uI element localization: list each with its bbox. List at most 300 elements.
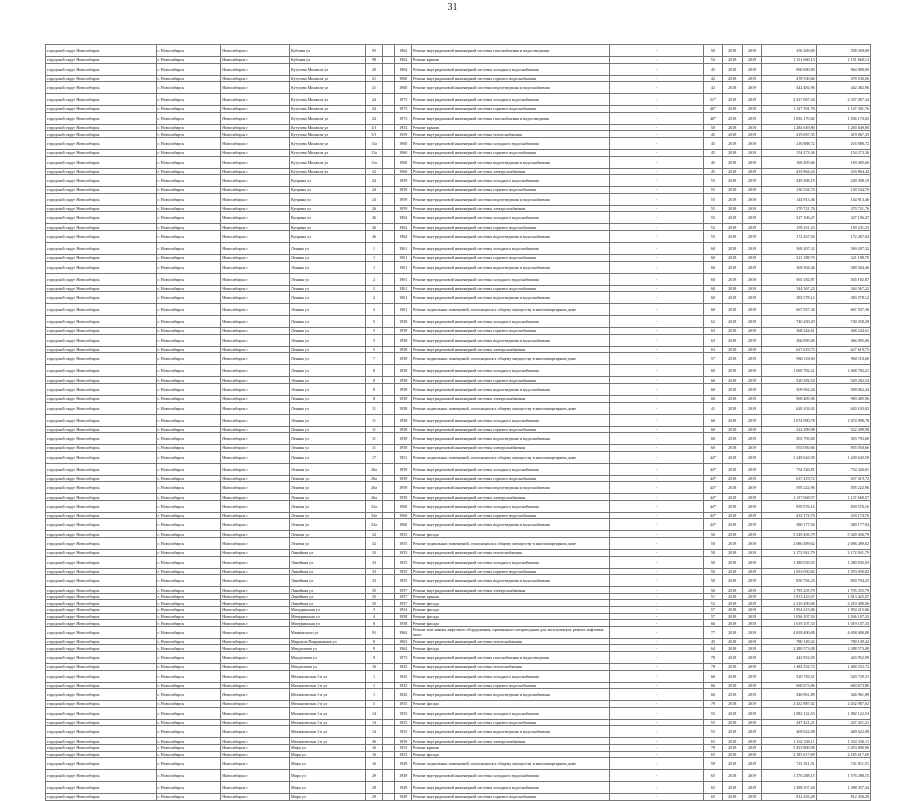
table-row: [46, 414, 871, 426]
cell-city: г. Новосибирск: [156, 63, 221, 75]
cell-note: -: [610, 556, 704, 568]
cell-city-short: Новосибирск г: [221, 550, 290, 557]
cell-street: Кутузова Михаила ул: [290, 156, 366, 168]
cell-term: 55: [704, 726, 723, 738]
cell-year: 1961: [395, 304, 412, 316]
cell-term: 60: [704, 433, 723, 445]
cell-end-year: 2019: [742, 254, 762, 261]
cell-city: г. Новосибирск: [156, 600, 221, 607]
cell-work-type: Ремонт внутридомовой инженерной системы холодного водоснабжения: [412, 94, 610, 106]
cell-total: 1 147 391,76: [816, 106, 870, 113]
cell-start-year: 2018: [722, 652, 742, 664]
cell-city-short: Новосибирск г: [221, 593, 290, 600]
cell-year: 1955: [395, 719, 412, 726]
cell-end-year: 2019: [742, 744, 762, 751]
cell-district: городской округ Новосибирск: [46, 482, 157, 494]
cell-work-type: Ремонт внутридомовой инженерной системы водоотведения и водоснабжения: [412, 156, 610, 168]
cell-cost: 627 619,75: [762, 346, 816, 353]
cell-work-type: Ремонт внутридомовой инженерной системы газоснабжения и водоотведения: [412, 652, 610, 664]
cell-city: г. Новосибирск: [156, 494, 221, 501]
cell-note: -: [610, 426, 704, 433]
cell-district: городской округ Новосибирск: [46, 149, 157, 156]
cell-note: -: [610, 751, 704, 758]
cell-street: Ленина ул: [290, 426, 366, 433]
cell-city: г. Новосибирск: [156, 149, 221, 156]
cell-cost: 346 961,89: [762, 689, 816, 701]
cell-house: 11: [366, 445, 383, 452]
cell-building: [382, 794, 395, 801]
cell-total: 2 210 490,06: [816, 600, 870, 607]
cell-work-type: Ремонт внутридомовой инженерной системы электроснабжения: [412, 168, 610, 175]
cell-work-type: Ремонт внутридомовой инженерной системы холодного водоснабжения: [412, 463, 610, 475]
cell-city: г. Новосибирск: [156, 224, 221, 231]
cell-city: г. Новосибирск: [156, 57, 221, 64]
cell-cost: 2 432 987,02: [762, 701, 816, 708]
cell-term: 44*: [704, 519, 723, 531]
cell-city: г. Новосибирск: [156, 626, 221, 638]
cell-district: городской округ Новосибирск: [46, 500, 157, 512]
cell-cost: 741 811,51: [762, 758, 816, 770]
cell-work-type: Ремонт внутридомовой инженерной системы газоснабжения и водоотведения: [412, 45, 610, 57]
cell-year: 1962: [395, 645, 412, 652]
cell-city: г. Новосибирск: [156, 193, 221, 205]
cell-note: -: [610, 519, 704, 531]
cell-total: 130 534,70: [816, 187, 870, 194]
cell-city-short: Новосибирск г: [221, 719, 290, 726]
cell-end-year: 2019: [742, 682, 762, 689]
cell-house: 8: [366, 377, 383, 384]
cell-district: городской округ Новосибирск: [46, 261, 157, 273]
cell-total: 1 284 649,80: [816, 124, 870, 131]
cell-city: г. Новосибирск: [156, 131, 221, 138]
cell-term: 63: [704, 328, 723, 335]
cell-note: -: [610, 512, 704, 519]
cell-cost: 667 937,36: [762, 304, 816, 316]
cell-city-short: Новосибирск г: [221, 63, 290, 75]
cell-total: 1 954 215,06: [816, 607, 870, 614]
cell-city: г. Новосибирск: [156, 463, 221, 475]
cell-city: г. Новосибирск: [156, 593, 221, 600]
cell-cost: 503 793,68: [762, 433, 816, 445]
cell-end-year: 2019: [742, 613, 762, 620]
cell-house: 1: [366, 670, 383, 682]
cell-end-year: 2019: [742, 230, 762, 242]
cell-house: 8: [366, 365, 383, 377]
cell-year: 1953: [395, 744, 412, 751]
cell-term: 65: [704, 738, 723, 745]
cell-cost: 955 050,66: [762, 445, 816, 452]
cell-street: Кутузова Михаила ул: [290, 75, 366, 82]
cell-work-type: Ремонт внутридомовой инженерной системы холодного водоснабжения: [412, 175, 610, 187]
cell-year: 1973: [395, 652, 412, 664]
cell-house: 35: [366, 587, 383, 594]
cell-term: 44*: [704, 451, 723, 463]
cell-term: 63: [704, 334, 723, 346]
cell-year: 1961: [395, 273, 412, 285]
cell-term: 62: [704, 316, 723, 328]
cell-district: городской округ Новосибирск: [46, 131, 157, 138]
cell-term: 45: [704, 149, 723, 156]
cell-term: 55: [704, 187, 723, 194]
cell-city-short: Новосибирск г: [221, 395, 290, 402]
cell-total: 1 151 660,13: [816, 57, 870, 64]
cell-street: Менделеева ул: [290, 645, 366, 652]
cell-end-year: 2019: [742, 538, 762, 550]
cell-year: 1962: [395, 626, 412, 638]
cell-year: 1961: [395, 261, 412, 273]
cell-building: [382, 328, 395, 335]
cell-house: 26: [366, 224, 383, 231]
table-row: [46, 285, 871, 292]
cell-end-year: 2019: [742, 149, 762, 156]
cell-building: [382, 726, 395, 738]
cell-work-type: Ремонт внутридомовой инженерной системы горячего водоснабжения: [412, 328, 610, 335]
cell-building: [382, 261, 395, 273]
cell-note: -: [610, 395, 704, 402]
cell-city: г. Новосибирск: [156, 719, 221, 726]
cell-district: городской округ Новосибирск: [46, 744, 157, 751]
cell-city-short: Новосибирск г: [221, 316, 290, 328]
cell-street: Кубовая ул: [290, 57, 366, 64]
cell-note: -: [610, 620, 704, 627]
cell-year: 1958: [395, 445, 412, 452]
cell-year: 1963: [395, 638, 412, 645]
cell-total: 442 482,96: [816, 82, 870, 94]
cell-house: 2: [366, 273, 383, 285]
cell-term: 41: [704, 402, 723, 414]
cell-cost: 154 273,36: [762, 149, 816, 156]
cell-work-type: Ремонт внутридомовой инженерной системы холодного водоснабжения: [412, 414, 610, 426]
cell-building: [382, 519, 395, 531]
cell-cost: 1 036 170,82: [762, 112, 816, 124]
cell-cost: 620 103,02: [762, 402, 816, 414]
cell-house: 1: [366, 242, 383, 254]
cell-city: г. Новосибирск: [156, 607, 221, 614]
cell-term: 44*: [704, 482, 723, 494]
cell-street: Линейная ул: [290, 600, 366, 607]
cell-city: г. Новосибирск: [156, 664, 221, 671]
cell-cost: 740 250,29: [762, 316, 816, 328]
cell-street: Ленина ул: [290, 402, 366, 414]
cell-cost: 169 495,66: [762, 156, 816, 168]
cell-note: -: [610, 94, 704, 106]
cell-end-year: 2019: [742, 794, 762, 801]
cell-note: -: [610, 205, 704, 212]
cell-building: [382, 451, 395, 463]
cell-term: 79: [704, 701, 723, 708]
cell-building: [382, 353, 395, 365]
cell-street: Механическая 1-я ул: [290, 682, 366, 689]
cell-term: 44*: [704, 463, 723, 475]
cell-city: г. Новосибирск: [156, 137, 221, 149]
cell-house: 26а: [366, 482, 383, 494]
cell-start-year: 2018: [722, 707, 742, 719]
cell-start-year: 2018: [722, 445, 742, 452]
cell-city-short: Новосибирск г: [221, 652, 290, 664]
cell-total: 169 495,66: [816, 156, 870, 168]
cell-note: -: [610, 63, 704, 75]
cell-start-year: 2018: [722, 149, 742, 156]
cell-city: г. Новосибирск: [156, 689, 221, 701]
cell-start-year: 2018: [722, 328, 742, 335]
table-row: [46, 94, 871, 106]
cell-cost: 1 249 643,58: [762, 451, 816, 463]
cell-note: -: [610, 682, 704, 689]
table-row: [46, 156, 871, 168]
cell-district: городской округ Новосибирск: [46, 224, 157, 231]
table-row: [46, 402, 871, 414]
cell-start-year: 2018: [722, 273, 742, 285]
cell-city: г. Новосибирск: [156, 414, 221, 426]
cell-term: 60: [704, 414, 723, 426]
cell-street: Лежена ул: [290, 500, 366, 512]
cell-city-short: Новосибирск г: [221, 57, 290, 64]
cell-house: 26: [366, 738, 383, 745]
cell-building: [382, 689, 395, 701]
cell-term: 66: [704, 682, 723, 689]
cell-building: [382, 106, 395, 113]
cell-term: 50: [704, 45, 723, 57]
cell-cost: 419 067,35: [762, 131, 816, 138]
cell-total: 2 686 489,62: [816, 538, 870, 550]
table-row: [46, 689, 871, 701]
cell-city: г. Новосибирск: [156, 519, 221, 531]
cell-city-short: Новосибирск г: [221, 613, 290, 620]
cell-city: г. Новосибирск: [156, 82, 221, 94]
cell-end-year: 2019: [742, 556, 762, 568]
cell-cost: 2 172 941,79: [762, 550, 816, 557]
cell-year: 1959: [395, 482, 412, 494]
cell-street: Кутузова Михаила ул: [290, 149, 366, 156]
table-row: [46, 494, 871, 501]
cell-work-type: Ремонт внутридомовой инженерной системы горячего водоснабжения: [412, 285, 610, 292]
cell-district: городской округ Новосибирск: [46, 205, 157, 212]
cell-cost: 2 210 490,06: [762, 600, 816, 607]
cell-term: 55: [704, 193, 723, 205]
cell-building: [382, 254, 395, 261]
cell-work-type: Ремонт фасада: [412, 620, 610, 627]
cell-city: г. Новосибирск: [156, 475, 221, 482]
cell-note: -: [610, 57, 704, 64]
cell-city: г. Новосибирск: [156, 292, 221, 304]
table-row: [46, 587, 871, 594]
cell-building: [382, 433, 395, 445]
cell-end-year: 2019: [742, 451, 762, 463]
cell-work-type: Ремонт подвальных помещений, относящихся к общему имуществу в многоквартирном доме: [412, 451, 610, 463]
cell-district: городской округ Новосибирск: [46, 242, 157, 254]
cell-building: [382, 224, 395, 231]
cell-end-year: 2019: [742, 106, 762, 113]
cell-cost: 5 453 800,96: [762, 744, 816, 751]
cell-district: городской округ Новосибирск: [46, 538, 157, 550]
cell-house: 33: [366, 575, 383, 587]
cell-end-year: 2019: [742, 205, 762, 212]
cell-end-year: 2019: [742, 304, 762, 316]
cell-start-year: 2018: [722, 292, 742, 304]
cell-cost: 1 019 107,33: [762, 620, 816, 627]
cell-street: Маршала Покрышкина ул: [290, 638, 366, 645]
cell-end-year: 2019: [742, 112, 762, 124]
cell-term: 46*: [704, 112, 723, 124]
cell-house: 11: [366, 402, 383, 414]
cell-cost: 1 813 425,07: [762, 593, 816, 600]
cell-street: Лежена ул: [290, 482, 366, 494]
cell-city-short: Новосибирск г: [221, 433, 290, 445]
cell-city: г. Новосибирск: [156, 512, 221, 519]
cell-work-type: Ремонт фасада: [412, 645, 610, 652]
cell-work-type: Ремонт внутридомовой инженерной системы электроснабжения: [412, 346, 610, 353]
cell-term: 44*: [704, 494, 723, 501]
cell-city-short: Новосибирск г: [221, 463, 290, 475]
cell-term: 55: [704, 707, 723, 719]
cell-note: -: [610, 187, 704, 194]
cell-end-year: 2019: [742, 500, 762, 512]
cell-building: [382, 402, 395, 414]
cell-building: [382, 494, 395, 501]
cell-city-short: Новосибирск г: [221, 365, 290, 377]
cell-city: г. Новосибирск: [156, 682, 221, 689]
cell-city: г. Новосибирск: [156, 794, 221, 801]
table-row: [46, 531, 871, 538]
cell-work-type: Ремонт фасада: [412, 600, 610, 607]
cell-end-year: 2019: [742, 494, 762, 501]
cell-start-year: 2018: [722, 137, 742, 149]
cell-work-type: Ремонт внутридомовой инженерной системы электроснабжения: [412, 205, 610, 212]
cell-start-year: 2018: [722, 638, 742, 645]
table-row: [46, 626, 871, 638]
cell-building: [382, 751, 395, 758]
cell-year: 1955: [395, 707, 412, 719]
cell-start-year: 2018: [722, 383, 742, 395]
cell-year: 1961: [395, 285, 412, 292]
cell-building: [382, 187, 395, 194]
cell-start-year: 2018: [722, 212, 742, 224]
cell-street: Ленина ул: [290, 254, 366, 261]
cell-district: городской округ Новосибирск: [46, 531, 157, 538]
cell-year: 1958: [395, 328, 412, 335]
cell-district: городской округ Новосибирск: [46, 75, 157, 82]
cell-end-year: 2019: [742, 607, 762, 614]
cell-total: 478 530,66: [816, 75, 870, 82]
cell-total: 1 036 170,82: [816, 112, 870, 124]
cell-city: г. Новосибирск: [156, 334, 221, 346]
cell-house: 11: [366, 414, 383, 426]
cell-work-type: Ремонт внутридомовой инженерной системы горячего водоснабжения: [412, 719, 610, 726]
cell-city-short: Новосибирск г: [221, 106, 290, 113]
cell-district: городской округ Новосибирск: [46, 770, 157, 782]
cell-start-year: 2018: [722, 556, 742, 568]
cell-total: 433 864,44: [816, 168, 870, 175]
cell-term: 45: [704, 63, 723, 75]
cell-city: г. Новосибирск: [156, 353, 221, 365]
cell-district: городской округ Новосибирск: [46, 402, 157, 414]
cell-work-type: Ремонт внутридомовой инженерной системы холодного водоснабжения: [412, 500, 610, 512]
cell-year: 1959: [395, 475, 412, 482]
cell-end-year: 2019: [742, 57, 762, 64]
cell-street: Механическая 1-я ул: [290, 701, 366, 708]
cell-house: 32а: [366, 519, 383, 531]
cell-city-short: Новосибирск г: [221, 575, 290, 587]
cell-cost: 969 485,96: [762, 395, 816, 402]
cell-street: Ленина ул: [290, 395, 366, 402]
cell-note: -: [610, 304, 704, 316]
cell-city: г. Новосибирск: [156, 587, 221, 594]
cell-note: -: [610, 82, 704, 94]
table-row: [46, 75, 871, 82]
cell-city-short: Новосибирск г: [221, 75, 290, 82]
cell-term: 44*: [704, 475, 723, 482]
cell-term: 60: [704, 395, 723, 402]
cell-total: 2 288 573,08: [816, 645, 870, 652]
cell-building: [382, 124, 395, 131]
cell-note: -: [610, 383, 704, 395]
table-row: [46, 758, 871, 770]
cell-year: 1960: [395, 168, 412, 175]
cell-note: -: [610, 365, 704, 377]
cell-city-short: Новосибирск г: [221, 620, 290, 627]
cell-house: 8: [366, 383, 383, 395]
cell-total: 216 888,72: [816, 137, 870, 149]
cell-start-year: 2018: [722, 482, 742, 494]
cell-street: Ленина ул: [290, 433, 366, 445]
cell-building: [382, 334, 395, 346]
cell-year: 1960: [395, 75, 412, 82]
cell-house: 2: [366, 292, 383, 304]
cell-building: [382, 482, 395, 494]
cell-note: -: [610, 500, 704, 512]
cell-city: г. Новосибирск: [156, 707, 221, 719]
cell-city-short: Новосибирск г: [221, 168, 290, 175]
cell-term: 65: [704, 794, 723, 801]
cell-building: [382, 719, 395, 726]
table-row: [46, 273, 871, 285]
cell-house: 33: [366, 550, 383, 557]
cell-cost: 2 185 617,69: [762, 751, 816, 758]
cell-building: [382, 568, 395, 575]
cell-work-type: Ремонт внутридомовой инженерной системы холодного водоснабжения: [412, 556, 610, 568]
cell-work-type: Ремонт внутридомовой инженерной системы водоотведения и водоснабжения: [412, 726, 610, 738]
cell-year: 1958: [395, 613, 412, 620]
cell-end-year: 2019: [742, 519, 762, 531]
cell-note: -: [610, 75, 704, 82]
cell-total: 346 961,89: [816, 689, 870, 701]
cell-work-type: Ремонт внутридомовой инженерной системы теплоснабжения: [412, 664, 610, 671]
cell-work-type: Ремонт внутридомовой инженерной системы водоотведения и водоснабжения: [412, 433, 610, 445]
cell-work-type: Ремонт внутридомовой инженерной системы холодного водоснабжения: [412, 316, 610, 328]
cell-total: 812 456,28: [816, 794, 870, 801]
cell-house: 29: [366, 782, 383, 794]
table-row: [46, 556, 871, 568]
cell-district: городской округ Новосибирск: [46, 593, 157, 600]
cell-note: -: [610, 645, 704, 652]
table-row: [46, 193, 871, 205]
cell-total: 509 062,44: [816, 383, 870, 395]
cell-work-type: Ремонт фасада: [412, 607, 610, 614]
cell-building: [382, 242, 395, 254]
cell-district: городской округ Новосибирск: [46, 794, 157, 801]
table-row: [46, 242, 871, 254]
cell-note: -: [610, 568, 704, 575]
cell-note: -: [610, 112, 704, 124]
cell-total: 270 721,76: [816, 205, 870, 212]
cell-term: 50: [704, 124, 723, 131]
cell-street: Ленина ул: [290, 273, 366, 285]
cell-cost: 368 244,61: [762, 328, 816, 335]
cell-street: Ленина ул: [290, 334, 366, 346]
cell-end-year: 2019: [742, 645, 762, 652]
cell-end-year: 2019: [742, 285, 762, 292]
cell-street: Лежена ул: [290, 512, 366, 519]
